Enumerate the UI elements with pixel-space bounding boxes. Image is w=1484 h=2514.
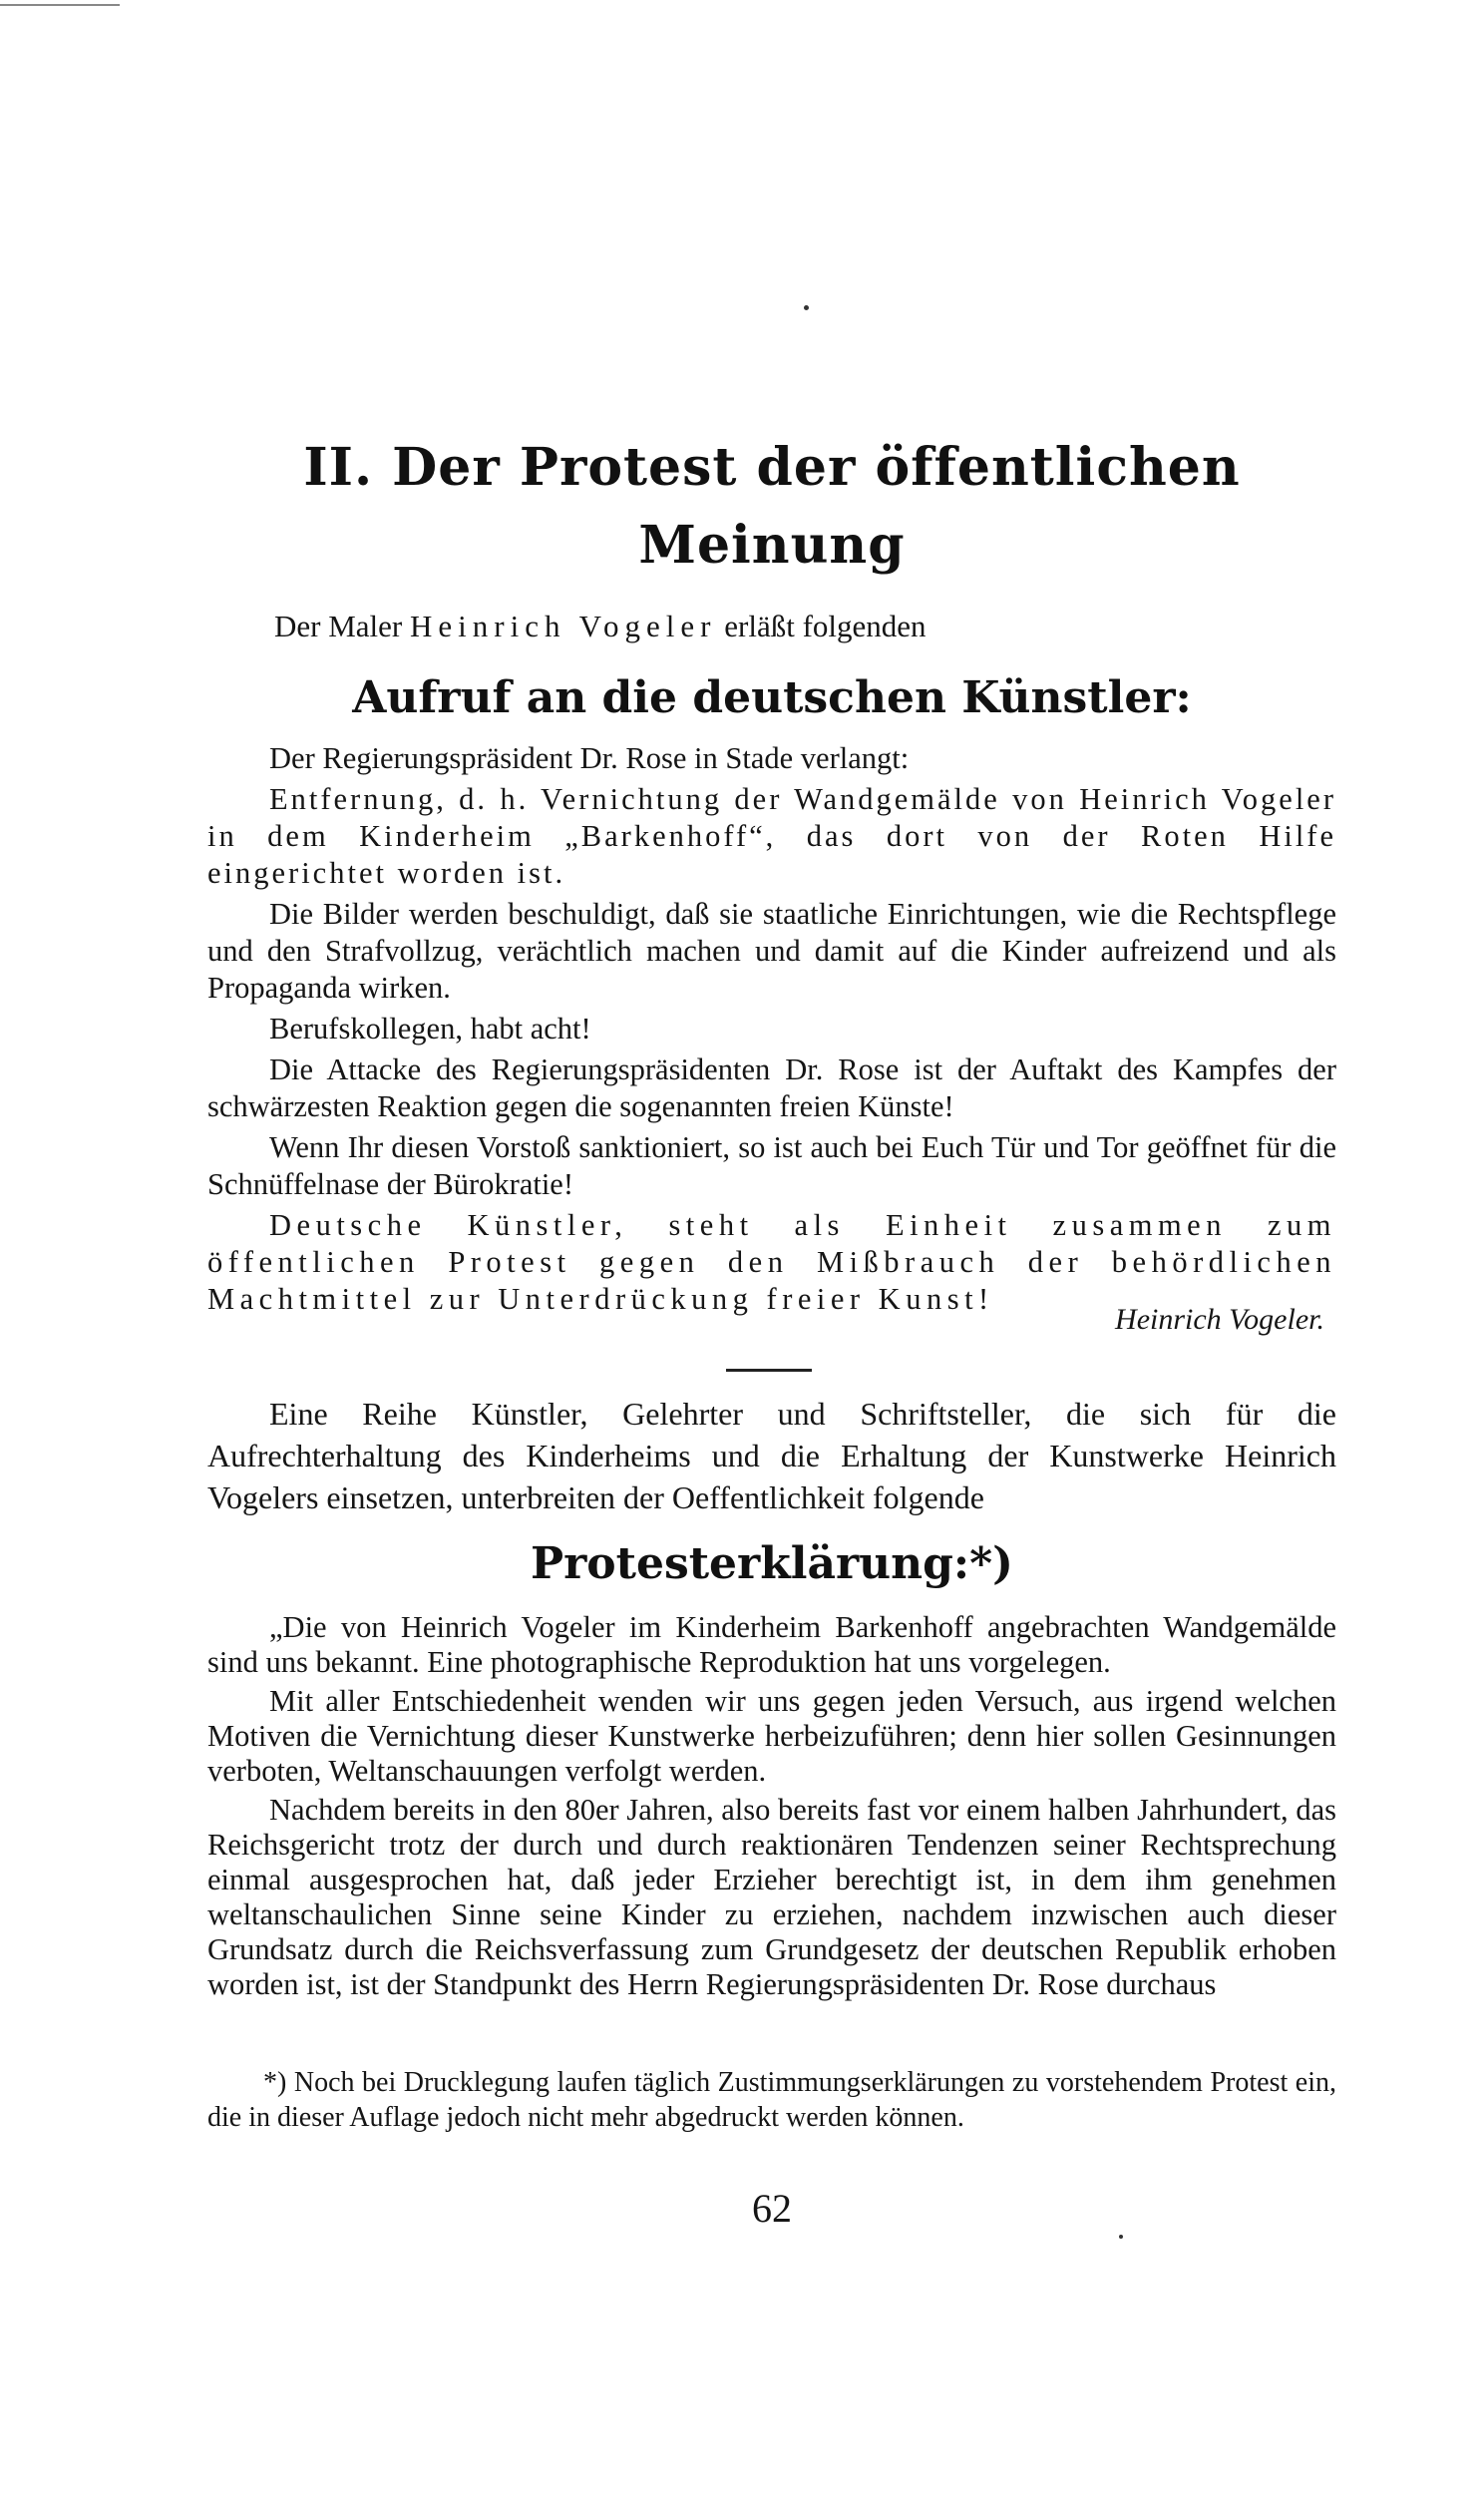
protest-heading: Protesterklärung:*) (531, 1538, 1013, 1589)
footnote: *) Noch bei Drucklegung laufen täglich Zustimmungserklärungen zu vorstehendem Protest ein, die in dieser Auflage jedoch nicht mehr abgedruckt werden können. (207, 2067, 1336, 2133)
section-divider (726, 1369, 812, 1372)
scan-edge-mark (0, 4, 120, 6)
aufruf-body (207, 740, 1336, 1322)
intro-line (274, 607, 927, 646)
aufruf-paragraph-6: Wenn Ihr diesen Vorstoß sanktioniert, so ist auch bei Euch Tür und Tor geöffnet für die Schnüffelnase der Bürokratie! (207, 1130, 1336, 1201)
scan-speck (1119, 2235, 1123, 2239)
intro-prefix: Der Maler (274, 609, 410, 643)
protest-paragraph-1: „Die von Heinrich Vogeler im Kinderheim Barkenhoff angebrachten Wandgemälde sind uns bekannt. Eine photographische Reproduktion hat uns vorgelegen. (207, 1610, 1336, 1679)
reihe-text: Eine Reihe Künstler, Gelehrter und Schriftsteller, die sich für die Aufrechterhaltung des Kinderheims und die Erhaltung der Kunstwerke Heinrich Vogelers einsetzen, unterbreiten der Oeffentlichkeit folgende (207, 1396, 1336, 1515)
protest-paragraph-2: Mit aller Entschiedenheit wenden wir uns gegen jeden Versuch, aus irgend welchen Motiven die Vernichtung dieser Kunstwerke herbeizuführen; denn hier sollen Gesinnungen verboten, Weltanschauungen verfolgt werden. (207, 1684, 1336, 1788)
aufruf-paragraph-4: Berufskollegen, habt acht! (269, 1012, 591, 1046)
aufruf-paragraph-2: Entfernung, d. h. Vernichtung der Wandgemälde von Heinrich Vogeler in dem Kinderheim „Barkenhoff“, das dort von der Roten Hilfe eingerichtet worden ist. (207, 782, 1336, 890)
protest-paragraph-3: Nachdem bereits in den 80er Jahren, also bereits fast vor einem halben Jahrhundert, das Reichsgericht trotz der durch und durch reaktionären Tendenzen seiner Rechtsprechung einmal ausgesprochen hat, daß jeder Erzieher berechtigt ist, in dem ihm genehmen weltanschaulichen Sinne seine Kinder zu erziehen, nachdem inzwischen auch dieser Grundsatz durch die Reichsverfassung zum Grundgesetz der deutschen Republik erhoben worden ist, ist der Standpunkt des Herrn Regierungspräsidenten Dr. Rose durchaus (207, 1793, 1336, 2001)
scan-speck (804, 305, 809, 310)
aufruf-paragraph-1: Der Regierungspräsident Dr. Rose in Stade verlangt: (269, 741, 910, 775)
page-title-line-2: Meinung (638, 515, 906, 576)
aufruf-paragraph-3: Die Bilder werden beschuldigt, daß sie staatliche Einrichtungen, wie die Rechtspflege und den Strafvollzug, verächtlich machen und damit auf die Kinder aufreizend und als Propaganda wirken. (207, 897, 1336, 1005)
aufruf-paragraph-5: Die Attacke des Regierungspräsidenten Dr. Rose ist der Auftakt des Kampfes der schwärzesten Reaktion gegen die sogenannten freien Künste! (207, 1052, 1336, 1123)
page-number: 62 (752, 2186, 792, 2231)
aufruf-signature: Heinrich Vogeler. (1115, 1303, 1324, 1336)
aufruf-heading: Aufruf an die deutschen Künstler: (352, 672, 1192, 723)
intro-name: Heinrich Vogeler (410, 609, 717, 643)
protest-body (207, 1610, 1336, 2006)
aufruf-paragraph-7: Deutsche Künstler, steht als Einheit zusammen zum öffentlichen Protest gegen den Mißbrauch der behördlichen Machtmittel zur Unterdrückung freier Kunst! (207, 1208, 1336, 1316)
page-title (207, 429, 1336, 585)
page-title-line-1: II. Der Protest der öffentlichen (303, 437, 1241, 498)
intro-suffix: erläßt folgenden (716, 609, 927, 643)
reihe-paragraph (207, 1393, 1336, 1522)
